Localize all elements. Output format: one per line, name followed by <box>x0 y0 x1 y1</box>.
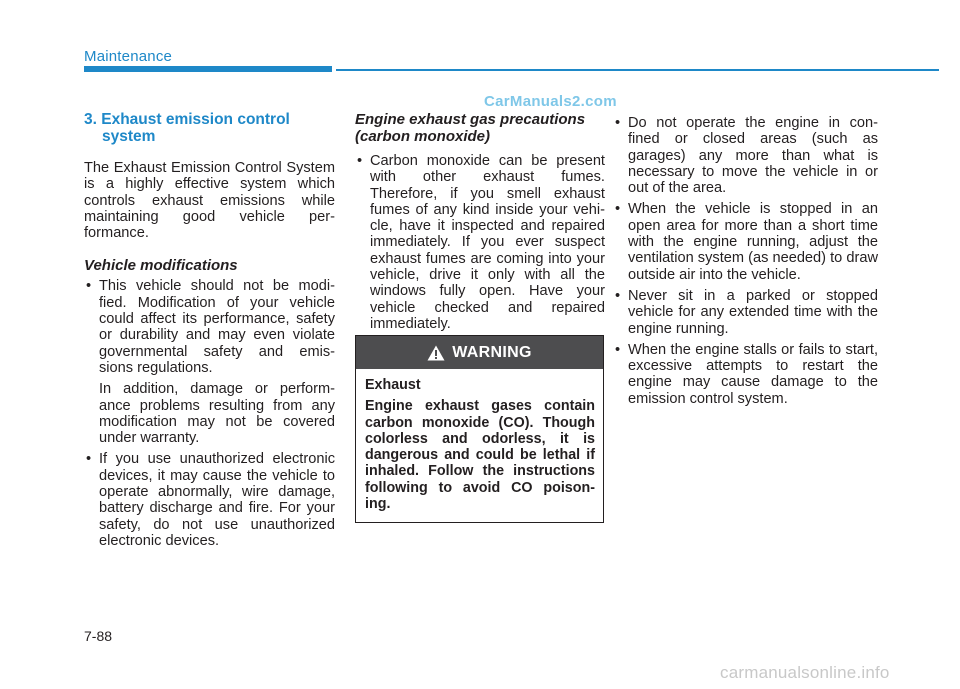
section-heading <box>84 111 335 145</box>
column-1 <box>84 111 335 554</box>
list-item <box>613 288 878 337</box>
subheading-line1: Engine exhaust gas precautions <box>355 111 586 128</box>
warning-label: WARNING <box>452 343 532 361</box>
column-3 <box>613 115 878 412</box>
watermark-top[interactable]: CarManuals2.com <box>484 93 617 110</box>
warning-body <box>356 369 603 512</box>
list-item <box>84 278 335 446</box>
warning-header <box>356 336 603 369</box>
subheading-exhaust-precautions <box>355 111 605 145</box>
warning-box <box>355 335 604 523</box>
subheading-vehicle-modifications: Vehicle modifications <box>84 257 238 275</box>
list-item-text: This vehicle should not be modi- fied. Modification of your vehicle could affect its performance, safety or durability and may even violate governmental safety and emis- sions regulations. <box>99 278 335 376</box>
bullet-icon: • <box>615 115 621 131</box>
list-item <box>613 342 878 407</box>
list-item-text: When the engine stalls or fails to start, excessive attempts to restart the engine may cause damage to the emission control system. <box>628 341 878 407</box>
list-item <box>613 115 878 196</box>
subheading-line2: (carbon monoxide) <box>355 128 491 145</box>
list-item <box>84 451 335 549</box>
bullet-icon: • <box>86 451 92 468</box>
section-label: Maintenance <box>84 48 173 65</box>
exhaust-list <box>355 153 605 332</box>
list-item-text: When the vehicle is stopped in an open area for more than a short time with the engine running, adjust the ventilation system (as needed) to draw outside air into the vehicle. <box>628 201 878 283</box>
list-item-text: If you use unauthorized electronic devices, it may cause the vehicle to operate abnormally, wire damage, battery discharge and fire. For your safety, do not use unauthorized electronic devices. <box>99 451 335 549</box>
bullet-icon: • <box>615 287 621 304</box>
list-item <box>355 153 605 332</box>
page-number: 7-88 <box>84 628 113 644</box>
modifications-list <box>84 278 335 549</box>
bullet-icon: • <box>86 278 92 295</box>
section-heading-line2: system <box>102 128 156 145</box>
watermark-bottom[interactable]: carmanualsonline.info <box>720 663 890 682</box>
bullet-icon: • <box>615 201 621 218</box>
bullet-icon: • <box>615 341 621 358</box>
column-2 <box>355 111 605 337</box>
list-item-text: Never sit in a parked or stopped vehicle for any extended time with the engine running. <box>628 287 878 337</box>
list-item <box>613 201 878 282</box>
intro-paragraph: The Exhaust Emission Control System is a highly effective system which controls exhaust emissions while maintaining good vehicle per- formance. <box>84 160 335 242</box>
header-rule-thin <box>336 69 939 71</box>
warning-title: Exhaust <box>365 377 421 393</box>
list-item-continuation: In addition, damage or perform- ance problems resulting from any modification may not be covered under warranty. <box>99 381 335 447</box>
bullet-icon: • <box>357 153 363 169</box>
header-rule-thick <box>84 66 332 72</box>
list-item-text: Do not operate the engine in con- fined or closed areas (such as garages) any more than what is necessary to move the vehicle in or out of the area. <box>628 115 878 197</box>
section-heading-line1: 3. Exhaust emission control <box>84 111 290 128</box>
warning-text: Engine exhaust gases contain carbon monoxide (CO). Though colorless and odorless, it is dangerous and could be lethal if inhaled. Follow the instructions following to avoid CO poison- ing. <box>365 398 595 513</box>
operation-list <box>613 115 878 407</box>
list-item-text: Carbon monoxide can be present with other exhaust fumes. Therefore, if you smell exhaust fumes of any kind inside your vehi- cle, have it inspected and repaired immediately. If you ever suspect exhaust fumes are coming into your vehicle, drive it only with all the windows fully open. Have your vehicle checked and repaired immediately. <box>370 153 605 332</box>
warning-triangle-icon <box>427 345 445 361</box>
